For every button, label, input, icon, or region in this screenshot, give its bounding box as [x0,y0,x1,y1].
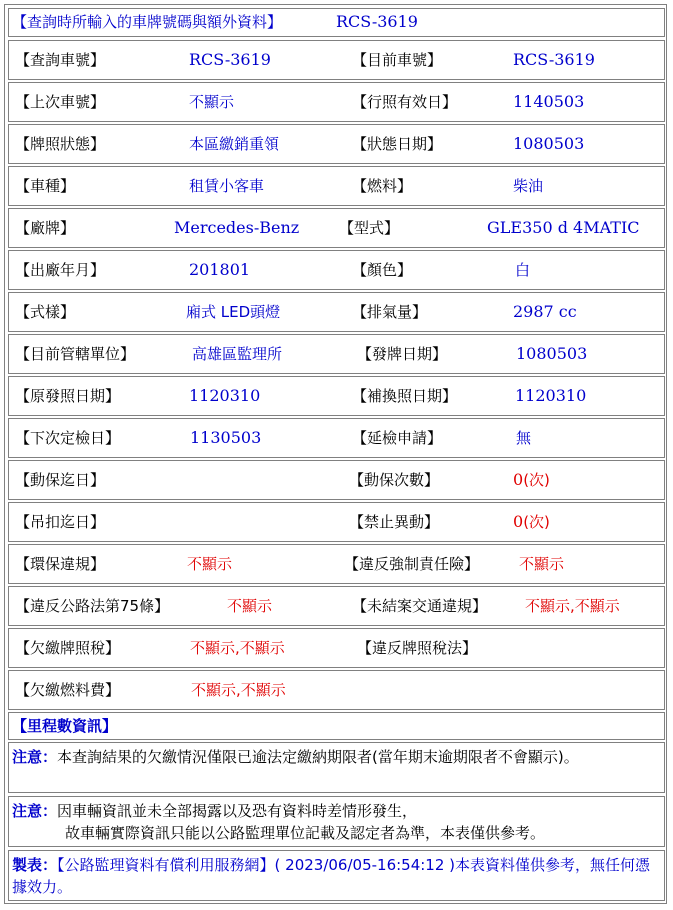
field-label: 【發牌日期】 [357,345,448,363]
header-title: 【查詢時所輸入的車牌號碼與額外資料】 [12,13,283,31]
field-label: 【查詢車號】 [15,51,106,69]
record-row [8,82,665,122]
field-label: 【行照有效日】 [352,93,458,111]
field-value: 1130503 [190,428,262,447]
field-label: 【動保次數】 [349,471,440,489]
footer-source: 【公路監理資料有償利用服務網】 [57,856,275,874]
record-row [8,544,665,584]
field-value: Mercedes-Benz [174,218,300,237]
field-label: 【吊扣迄日】 [15,513,106,531]
field-value: 白 [515,261,531,279]
record-row [8,418,665,458]
field-label: 【欠繳燃料費】 [15,681,121,699]
query-header [8,8,665,37]
field-value: GLE350 d 4MATIC [487,218,640,237]
record-row [8,292,665,332]
field-value: 高雄區監理所 [192,345,283,363]
field-value: 0(次) [513,470,550,489]
footer-label: 製表： [12,856,58,874]
field-label: 【型式】 [339,219,400,237]
field-value: 1080503 [513,134,585,153]
field-label: 【延檢申請】 [352,429,443,447]
record-row [8,670,665,710]
field-value: 1140503 [513,92,585,111]
field-value: RCS-3619 [189,50,271,69]
field-label: 【目前管轄單位】 [15,345,136,363]
field-unit: (次) [523,513,550,531]
field-label: 【動保迄日】 [15,471,106,489]
field-value: 柴油 [513,177,544,195]
field-label: 【狀態日期】 [352,135,443,153]
field-value: 2987 cc [513,302,577,321]
note-2-text [12,800,661,844]
field-label: 【出廠年月】 [15,261,106,279]
record-row [8,124,665,164]
note-1-text [12,746,661,768]
note-2-label: 注意： [12,802,58,820]
field-value: 不顯示,不顯示 [190,639,285,657]
footer-statement: 本表資料僅供參考，無任何憑據效力。 [12,856,651,896]
field-value: 不顯示 [189,93,235,111]
field-label: 【違反強制責任險】 [344,555,480,573]
footer-text [12,854,661,898]
field-label: 【違反牌照稅法】 [357,639,478,657]
field-label: 【式樣】 [15,303,76,321]
field-label: 【車種】 [15,177,76,195]
record-row [8,208,665,248]
field-label: 【補換照日期】 [352,387,458,405]
field-value: 0(次) [513,512,550,531]
field-value: 不顯示 [519,555,565,573]
field-label: 【違反公路法第75條】 [15,597,170,615]
field-value: 不顯示,不顯示 [191,681,286,699]
field-label: 【燃料】 [352,177,413,195]
header-plate: RCS-3619 [336,12,418,31]
note-1-label: 注意： [12,748,58,766]
field-label: 【上次車號】 [15,93,106,111]
field-value: 租賃小客車 [189,177,265,195]
footer [8,850,665,901]
note-2-line-2: 故車輛實際資訊只能以公路監理單位記載及認定者為準，本表僅供參考。 [65,824,546,842]
record-row [8,460,665,500]
field-label: 【下次定檢日】 [15,429,121,447]
field-label: 【廠牌】 [15,219,76,237]
record-row [8,376,665,416]
field-value: RCS-3619 [513,50,595,69]
record-row [8,40,665,80]
note-2-line-1: 因車輛資訊並未全部揭露以及恐有資料時差情形發生， [57,802,418,820]
record-row [8,334,665,374]
field-value: 1120310 [515,386,587,405]
field-value: 1080503 [516,344,588,363]
field-label: 【環保違規】 [15,555,106,573]
record-row [8,628,665,668]
mileage-title: 【里程數資訊】 [12,717,118,735]
record-row [8,586,665,626]
field-label: 【排氣量】 [352,303,428,321]
record-row [8,502,665,542]
field-value: 1120310 [189,386,261,405]
record-row [8,166,665,206]
field-value: 無 [516,429,532,447]
field-label: 【目前車號】 [352,51,443,69]
mileage-section [8,712,665,740]
field-label: 【原發照日期】 [15,387,121,405]
note-1 [8,742,665,793]
record-row [8,250,665,290]
note-1-body: 本查詢結果的欠繳情況僅限已逾法定繳納期限者(當年期末逾期限者不會顯示)。 [57,748,579,766]
field-label: 【未結案交通違規】 [352,597,488,615]
field-value: 廂式 LED頭燈 [186,303,281,321]
field-unit: (次) [523,471,550,489]
field-value: 本區繳銷重領 [189,135,280,153]
field-value: 不顯示,不顯示 [525,597,620,615]
field-label: 【禁止異動】 [349,513,440,531]
field-label: 【欠繳牌照稅】 [15,639,121,657]
field-value: 不顯示 [227,597,273,615]
field-value: 201801 [189,260,251,279]
footer-time: ( 2023/06/05-16:54:12 ) [274,856,456,874]
note-2 [8,796,665,847]
field-label: 【牌照狀態】 [15,135,106,153]
field-value: 不顯示 [187,555,233,573]
field-label: 【顏色】 [352,261,413,279]
